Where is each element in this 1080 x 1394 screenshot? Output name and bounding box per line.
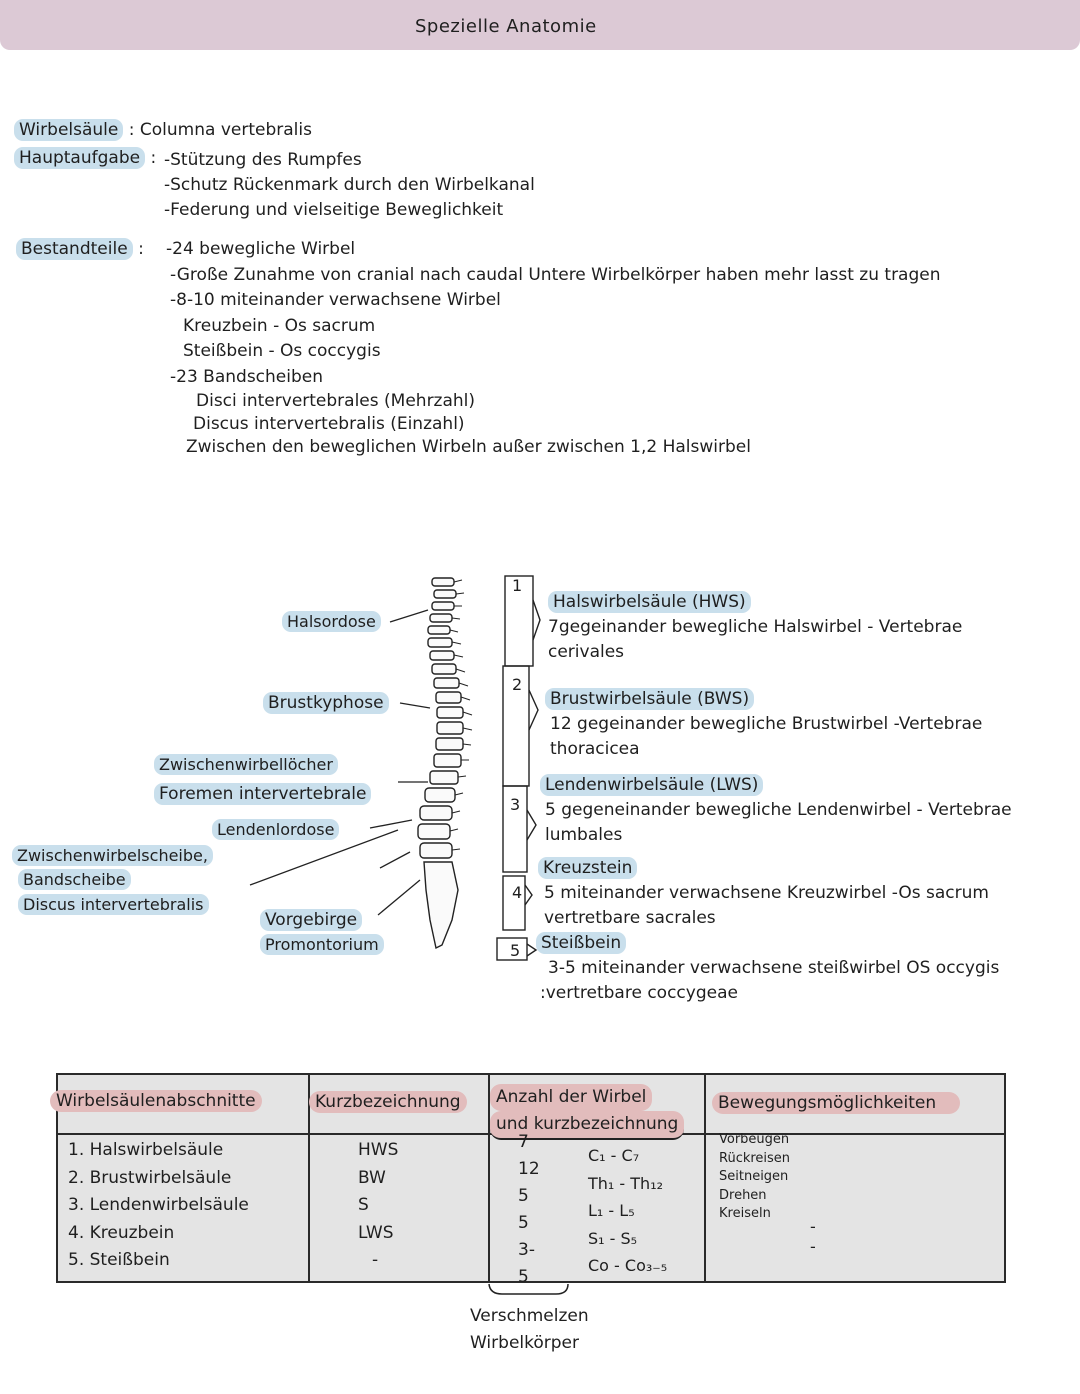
vertebra-stack: [418, 578, 463, 948]
intro-line-1: [14, 120, 312, 140]
parts-line: -8-10 miteinander verwachsene Wirbel: [170, 290, 501, 310]
label-halsordose: Halsordose: [282, 611, 381, 632]
value-columna: : Columna vertebralis: [128, 120, 312, 140]
label-brustkyphose: Brustkyphose: [263, 692, 389, 714]
section-number: 4: [512, 883, 523, 902]
page-title: Spezielle Anatomie: [415, 16, 597, 37]
label-zwischenwirbelscheibe: Zwischenwirbelscheibe,: [12, 845, 213, 866]
table-cell: -: [372, 1250, 379, 1270]
code-column: [588, 1142, 667, 1280]
table-cell: LWS: [358, 1222, 394, 1243]
section-line: 12 gegeinander bewegliche Brustwirbel -Vertebrae: [550, 714, 983, 734]
parts-label-line: [16, 239, 144, 259]
section-line: vertretbare sacrales: [544, 908, 716, 928]
table-cell: Rückreisen: [719, 1150, 791, 1166]
abbrev-column: [358, 1137, 398, 1275]
section-number: 5: [510, 941, 521, 960]
table-cell: S₁ - S₅: [588, 1228, 638, 1248]
label-lendenlordose: Lendenlordose: [212, 819, 339, 840]
label-wirbelsaeule: Wirbelsäule: [14, 119, 123, 141]
table-cell: 5: [518, 1267, 529, 1287]
count-brace: [486, 1282, 572, 1300]
table-cell: L₁ - L₅: [588, 1201, 635, 1220]
table-cell: 5. Steißbein: [68, 1250, 170, 1270]
task-item: -Federung und vielseitige Beweglichkeit: [164, 200, 504, 220]
section-line: thoracicea: [550, 739, 640, 759]
label-foramen: Foremen intervertebrale: [154, 783, 371, 805]
table-cell: -: [810, 1217, 816, 1236]
parts-line: Zwischen den beweglichen Wirbeln außer zwischen 1,2 Halswirbel: [186, 437, 751, 457]
section-lws: [540, 773, 1012, 848]
section-number: 3: [510, 795, 521, 814]
task-item: -Stützung des Rumpfes: [164, 150, 362, 170]
header-bar: [0, 0, 1080, 50]
table-cell: Th₁ - Th₁₂: [588, 1173, 664, 1193]
table-cell: HWS: [358, 1140, 399, 1160]
parts-line: Disci intervertebrales (Mehrzahl): [196, 391, 476, 411]
intro-line-2: [14, 148, 156, 168]
parts-line: -Große Zunahme von cranial nach caudal Untere Wirbelkörper haben mehr lasst zu tragen: [170, 265, 941, 285]
label-discus: Discus intervertebralis: [18, 894, 209, 915]
colon: :: [138, 239, 144, 259]
footnote: [470, 1303, 589, 1357]
section-line: 5 miteinander verwachsene Kreuzwirbel -Os sacrum: [544, 883, 989, 903]
table-header: und kurzbezeichnung: [490, 1111, 684, 1140]
task-item: -Schutz Rückenmark durch den Wirbelkanal: [164, 175, 535, 195]
table-cell: Co - Co₃₋₅: [588, 1256, 668, 1275]
section-line: cerivales: [548, 642, 625, 662]
section-line: 7gegeinander bewegliche Halswirbel - Vertebrae: [548, 617, 963, 637]
section-line: :vertretbare coccygeae: [540, 983, 738, 1003]
count-column: [518, 1129, 540, 1291]
section-title: Halswirbelsäule (HWS): [548, 591, 751, 613]
parts-line: Kreuzbein - Os sacrum: [183, 316, 376, 336]
parts-line: -24 bewegliche Wirbel: [166, 239, 356, 259]
table-header: Bewegungsmöglichkeiten: [712, 1092, 960, 1114]
section-hws: [548, 590, 962, 665]
section-title: Steißbein: [536, 932, 626, 954]
table-cell: 1. Halswirbelsäule: [68, 1140, 224, 1160]
table-cell: 3-: [518, 1240, 535, 1260]
table-cell: 4. Kreuzbein: [68, 1222, 175, 1243]
sections-column: [68, 1137, 249, 1275]
label-vorgebirge: Vorgebirge: [260, 909, 362, 931]
table-header: Anzahl der Wirbel: [490, 1084, 652, 1111]
table-cell: 7: [518, 1132, 529, 1152]
table-cell: 12: [518, 1159, 540, 1179]
label-promontorium: Promontorium: [260, 934, 384, 955]
table-column-divider: [704, 1075, 706, 1281]
section-line: lumbales: [545, 825, 623, 845]
table-cell: 2. Brustwirbelsäule: [68, 1167, 232, 1188]
section-title: Lendenwirbelsäule (LWS): [540, 774, 763, 796]
parts-line: Steißbein - Os coccygis: [183, 341, 381, 361]
table-cell: 3. Lendenwirbelsäule: [68, 1195, 249, 1215]
table-cell: -: [810, 1237, 816, 1256]
table-cell: S: [358, 1195, 369, 1215]
movement-column: [719, 1131, 790, 1224]
parts-line: -23 Bandscheiben: [170, 367, 323, 387]
section-brackets: [497, 576, 540, 960]
table-cell: Drehen: [719, 1187, 767, 1203]
table-cell: Kreiseln: [719, 1206, 771, 1221]
label-zwischenwirbelloecher: Zwischenwirbellöcher: [154, 754, 338, 775]
table-cell: Vorbeugen: [719, 1132, 790, 1147]
label-bestandteile: Bestandteile: [16, 238, 133, 260]
colon: :: [150, 148, 157, 168]
section-kreuzbein: [538, 856, 989, 931]
section-steissbein: [536, 931, 999, 1006]
label-bandscheibe: Bandscheibe: [18, 869, 131, 890]
footnote-line: Verschmelzen: [470, 1306, 589, 1326]
section-title: Brustwirbelsäule (BWS): [545, 688, 754, 710]
footnote-line: Wirbelkörper: [470, 1333, 579, 1353]
table-cell: 5: [518, 1213, 529, 1233]
section-bws: [545, 687, 982, 762]
table-header: Wirbelsäulenabschnitte: [50, 1090, 262, 1112]
section-line: 3-5 miteinander verwachsene steißwirbel OS occygis: [548, 958, 1000, 978]
label-hauptaufgabe: Hauptaufgabe: [14, 147, 145, 169]
section-line: 5 gegeneinander bewegliche Lendenwirbel - Vertebrae: [545, 800, 1012, 820]
section-number: 1: [512, 576, 523, 595]
task-list: [164, 148, 535, 223]
table-header: Kurzbezeichnung: [309, 1091, 467, 1113]
table-cell: 5: [518, 1186, 529, 1206]
table-cell: BW: [358, 1167, 386, 1188]
parts-line: Discus intervertebralis (Einzahl): [193, 414, 465, 434]
section-number: 2: [512, 675, 523, 694]
table-cell: Seitneigen: [719, 1169, 789, 1184]
section-title: Kreuzstein: [538, 857, 637, 879]
table-cell: C₁ - C₇: [588, 1146, 640, 1165]
